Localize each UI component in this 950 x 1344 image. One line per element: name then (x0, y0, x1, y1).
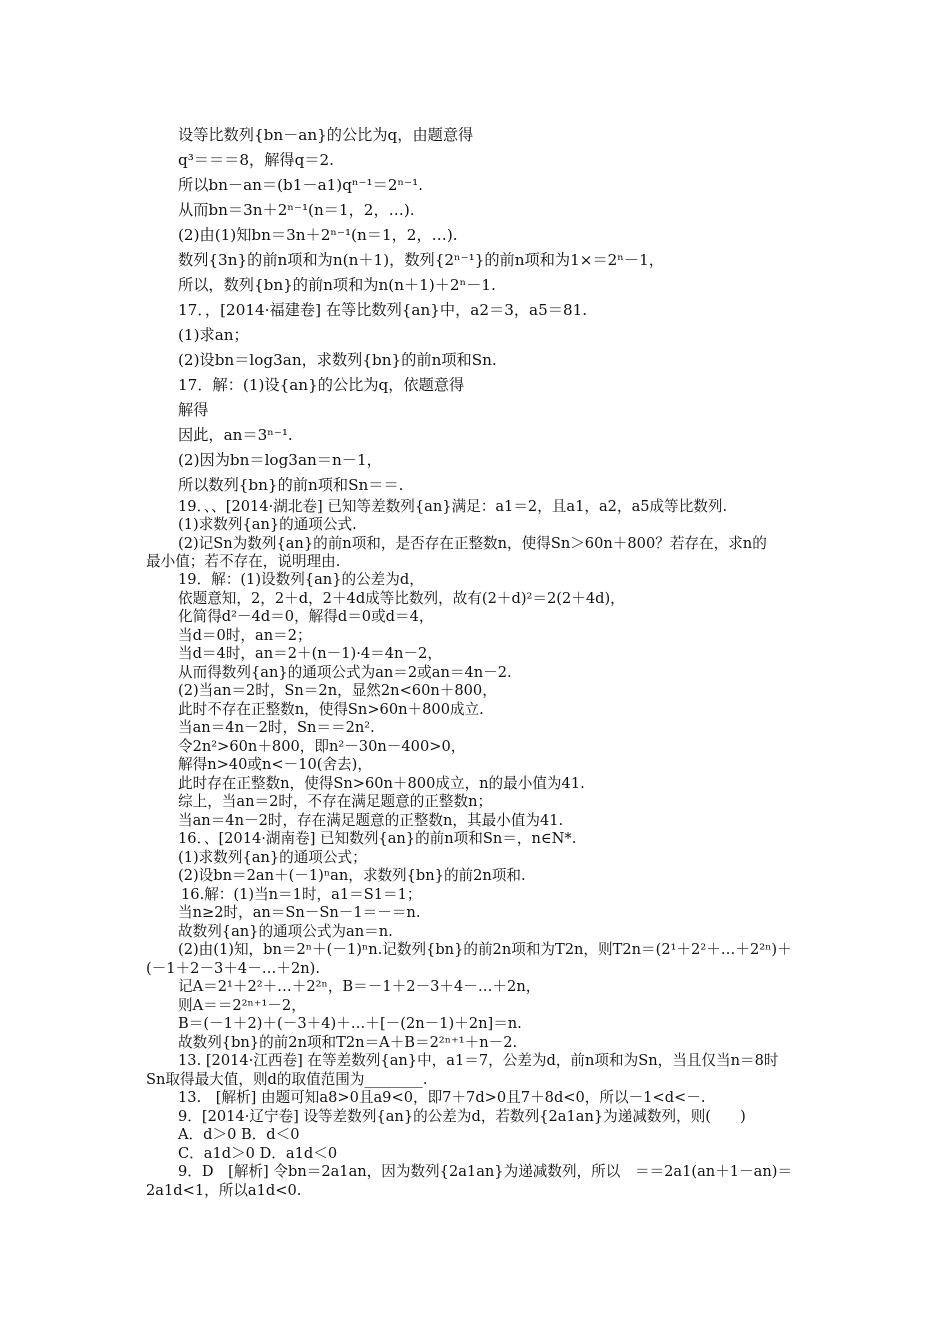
text-line: 最小值；若不存在，说明理由. (146, 553, 341, 570)
text-line: (1)求数列{an}的通项公式. (178, 516, 357, 533)
text-line: 当d＝4时，an＝2＋(n－1)·4＝4n－2， (178, 645, 442, 662)
text-line: q³＝＝＝8，解得q＝2. (178, 151, 334, 169)
text-line: 因此，an＝3ⁿ⁻¹. (178, 426, 293, 444)
text-line: 记A＝2¹＋2²＋…＋2²ⁿ，B＝－1＋2－3＋4－…＋2n， (178, 978, 541, 995)
text-line: 数列{3n}的前n项和为n(n＋1)，数列{2ⁿ⁻¹}的前n项和为1×＝2ⁿ－1， (178, 251, 664, 269)
text-line: (2)设bn＝log3an，求数列{bn}的前n项和Sn. (178, 351, 497, 369)
choice-line: A．d＞0 B．d＜0 (178, 1126, 300, 1143)
text-line: 化简得d²－4d＝0，解得d＝0或d＝4， (178, 608, 434, 625)
problem-heading: 17．，[2014·福建卷] 在等比数列{an}中，a2＝3，a5＝81. (178, 301, 588, 319)
solution-line: 13. [解析] 由题可知a8>0且a9<0，即7＋7d>0且7＋8d<0，所以－1<d<－. (178, 1089, 706, 1106)
text-line: 解得n>40或n<－10(舍去)， (178, 756, 372, 773)
text-line: 从而得数列{an}的通项公式为an＝2或an＝4n－2. (178, 664, 512, 681)
text-line: 则A＝＝2²ⁿ⁺¹－2， (178, 997, 306, 1014)
text-line: 当d＝0时，an＝2； (178, 627, 312, 644)
text-line: 解得 (178, 401, 209, 419)
text-line: B＝(－1＋2)＋(－3＋4)＋…＋[－(2n－1)＋2n]＝n. (178, 1015, 522, 1032)
choice-line: C．a1d＞0 D．a1d＜0 (178, 1145, 338, 1162)
text-line: 故数列{an}的通项公式为an＝n. (178, 923, 393, 940)
text-line: (2)设bn＝2an＋(－1)ⁿan，求数列{bn}的前2n项和. (178, 867, 526, 884)
text-line: (1)求an； (178, 326, 249, 344)
text-line: 当an＝4n－2时，存在满足题意的正整数n，其最小值为41. (178, 812, 564, 829)
text-line: 综上，当an＝2时，不存在满足题意的正整数n； (178, 793, 493, 810)
text-line: (2)由(1)知bn＝3n＋2ⁿ⁻¹(n＝1，2，…). (178, 226, 458, 244)
text-line: 令2n²>60n＋800，即n²－30n－400>0， (178, 738, 466, 755)
text-line: 依题意知，2，2＋d，2＋4d成等比数列，故有(2＋d)²＝2(2＋4d)， (178, 590, 625, 607)
problem-heading: 19．、、[2014·湖北卷] 已知等差数列{an}满足：a1＝2，且a1，a2，a5成等比数列. (178, 498, 728, 515)
text-line: (2)因为bn＝log3an＝n－1， (178, 451, 382, 469)
problem-heading: 9．[2014·辽宁卷] 设等差数列{an}的公差为d，若数列{2a1an}为递减数列，则( ) (178, 1108, 746, 1125)
solution-heading: 16.解：(1)当n＝1时，a1＝S1＝1； (181, 886, 422, 903)
text-line: 2a1d<1，所以a1d<0. (146, 1182, 302, 1199)
text-line: 所以，数列{bn}的前n项和为n(n＋1)＋2ⁿ－1. (178, 276, 496, 294)
text-line: (2)记Sn为数列{an}的前n项和，是否存在正整数n，使得Sn＞60n＋800？若存在，求n的 (178, 535, 767, 552)
solution-line: 9．D [解析] 令bn＝2a1an，因为数列{2a1an}为递减数列，所以 ＝＝2a1(an＋1－an)＝ (178, 1163, 793, 1180)
text-line: 所以bn－an＝(b1－a1)qⁿ⁻¹＝2ⁿ⁻¹. (178, 176, 423, 194)
text-line: (1)求数列{an}的通项公式； (178, 849, 367, 866)
text-line: Sn取得最大值，则d的取值范围为________. (146, 1071, 428, 1088)
solution-heading: 17．解：(1)设{an}的公比为q，依题意得 (178, 376, 465, 394)
text-line: (2)由(1)知，bn＝2ⁿ＋(－1)ⁿn.记数列{bn}的前2n项和为T2n，则T2n＝(2¹＋2²＋…＋2²ⁿ)＋ (178, 941, 792, 958)
problem-heading: 16．、[2014·湖南卷] 已知数列{an}的前n项和Sn＝，n∈N*. (178, 830, 577, 847)
text-line: 此时不存在正整数n，使得Sn>60n＋800成立. (178, 701, 484, 718)
text-line: 此时存在正整数n，使得Sn>60n＋800成立，n的最小值为41. (178, 775, 585, 792)
text-line: 故数列{bn}的前2n项和T2n＝A＋B＝2²ⁿ⁺¹＋n－2. (178, 1034, 518, 1051)
problem-heading: 13. [2014·江西卷] 在等差数列{an}中，a1＝7，公差为d，前n项和为Sn，当且仅当n＝8时 (178, 1052, 779, 1069)
text-line: 设等比数列{bn－an}的公比为q，由题意得 (178, 126, 474, 144)
text-line: 所以数列{bn}的前n项和Sn＝＝. (178, 476, 404, 494)
solution-heading: 19．解：(1)设数列{an}的公差为d， (178, 571, 424, 588)
text-line: 当an＝4n－2时，Sn＝＝2n². (178, 719, 375, 736)
text-line: 当n≥2时，an＝Sn－Sn－1＝－＝n. (178, 904, 421, 921)
text-line: 从而bn＝3n＋2ⁿ⁻¹(n＝1，2，…). (178, 201, 415, 219)
text-line: (－1＋2－3＋4－…＋2n). (146, 960, 321, 977)
text-line: (2)当an＝2时，Sn＝2n，显然2n<60n＋800， (178, 682, 497, 699)
